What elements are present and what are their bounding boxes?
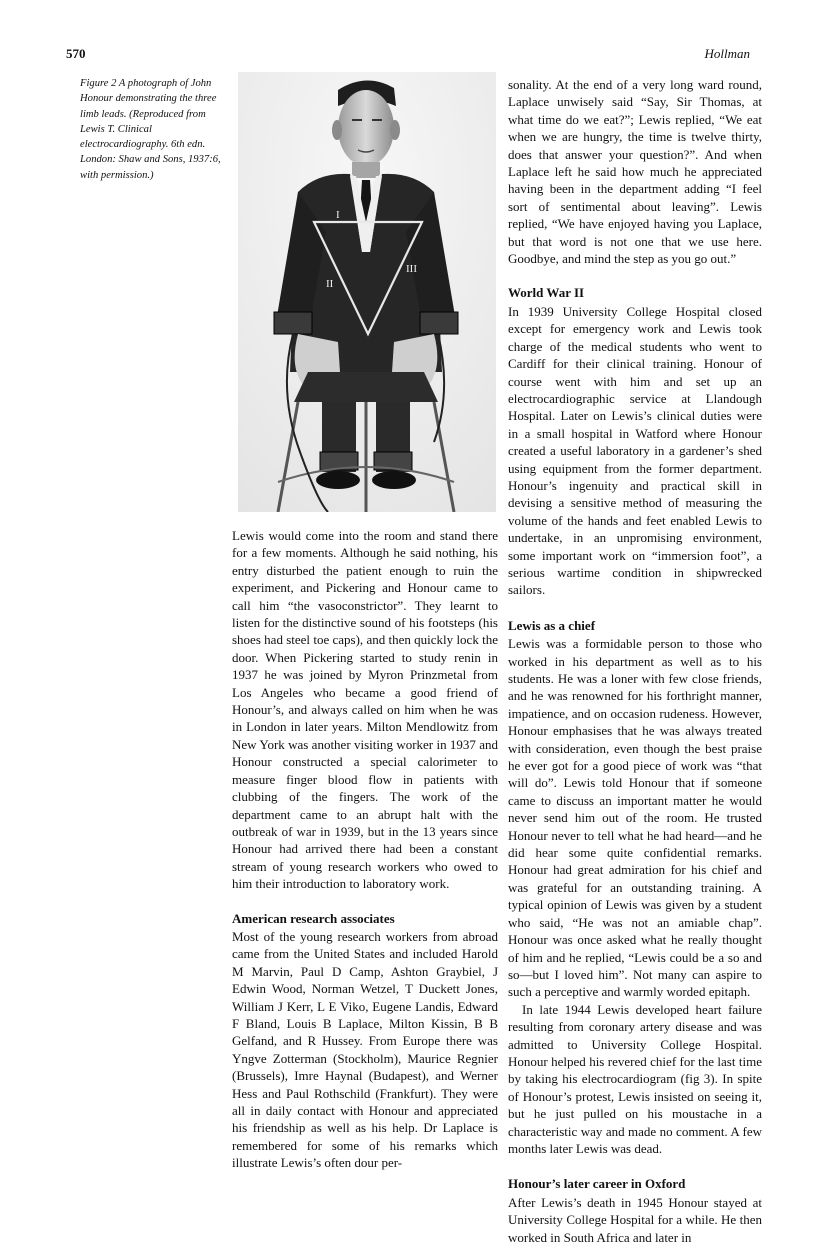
heading-american-research-associates: American research associates	[232, 910, 395, 926]
heading-later-career-oxford: Honour’s later career in Oxford	[508, 1176, 686, 1192]
mid-paragraph-1: Lewis would come into the room and stand there for a few moments. Although he said nothing, his entry disturbed the patient enough to ruin the experiment, and Pickering and Honour came to call him “the vasoconstrictor”. They learnt to listen for the distinctive sound of his footsteps (his shoes had steel toe caps), and then quickly lock the door. When Pickering started to study renin in 1937 he was joined by Myron Prinzmetal from Los Angeles who became a good friend of Honour’s, and always called on him when he was in London in later years. Milton Mendlowitz from New York was another visiting worker in 1937 and Honour constructed a special calorimeter to measure finger blood flow in patients with clubbing of the fingers. The work of the department came to an abrupt halt with the outbreak of war in 1939, but in the 13 years since Honour had arrived there had been a constant stream of young research workers who owed to him their introduction to laboratory work.	[232, 528, 498, 892]
lead-label-2: II	[326, 278, 334, 290]
right-paragraph-2: In 1939 University College Hospital closed except for emergency work and Lewis took charge of the medical students who went to Cardiff for their clinical training. Honour of course went with him and set up an electrocardiographic service at Llandough Hospital. Later on Lewis’s clinical duties were in a small hospital in Watford where Honour created a useful laboratory in a gardener’s shed using equipment from the former department. Honour’s ingenuity and practical skill in devising a sensitive method of measuring the volume of the hands and feet enabled Lewis to undertake, in an unpromising environment, some important work on “immersion foot”, a serious wartime condition in shipwrecked sailors.	[508, 303, 762, 598]
running-head: Hollman	[704, 46, 750, 61]
right-paragraph-1: sonality. At the end of a very long ward round, Laplace unwisely said “Say, Sir Thomas, at what time do we eat?”; Lewis replied, “We eat when we are hungry, the time is twelve thirty, does that answer your question?”. And when Laplace left he said how much he appreciated having been in the department adding “I feel sort of sentimental about leaving”. Lewis replied, “We have enjoyed having you Laplace, but that word is not one that we use here. Goodbye, and mind the step as you go out.”	[508, 77, 762, 267]
mid-paragraph-2: Most of the young research workers from abroad came from the United States and included Harold M Marvin, Paul D Camp, Ashton Graybiel, J Edwin Wood, Norman Wetzel, T Duckett Jones, William J Kerr, L E Viko, Eugene Landis, Edward F Bland, Louis B Laplace, Milton Kissin, B B Gelfand, and R Hussey. From Europe there was Yngve Zotterman (Stockholm), Maurice Regnier (Brussels), Imre Haynal (Budapest), and Werner Hess and Paul Rothschild (Frankfurt). They were all in daily contact with Honour and appreciated his friendship as well as his help. Dr Laplace is remembered for some of his remarks which illustrate Lewis’s often dour per-	[232, 928, 498, 1171]
right-column	[508, 76, 762, 1246]
figure-photo	[238, 72, 496, 512]
figure-caption: Figure 2 A photograph of John Honour demonstrating the three limb leads. (Reproduced from Lewis T. Clinical electrocardiography. 6th edn. London: Shaw and Sons, 1937:6, with permission.)	[80, 78, 221, 181]
right-paragraph-5: After Lewis’s death in 1945 Honour stayed at University College Hospital for a while. He then worked in South Africa and later in	[508, 1194, 762, 1245]
right-paragraph-3: Lewis was a formidable person to those who worked in his department as well as to his students. He was a loner with few close friends, and he was renowned for his forthright manner, impatience, and on occasion rudeness. However, Honour emphasises that he was always treated with consideration, even though the best praise he ever got for a good piece of work was “that will do”. Lewis told Honour that if someone came to discuss an important matter he would never send him out of the room. He trusted Honour never to tell what he had heard—and he did hear some quite confidential remarks. Honour had great admiration for his chief and was grateful for an outstanding training. A typical opinion of Lewis was given by a student who said, “He was not an amiable chap”. Honour was once asked what he really thought of him and he replied, “Lewis could be a so and so—but I loved him”. Not many can aspire to such a perceptive and warmly worded epitaph.	[508, 636, 762, 1000]
heading-lewis-as-a-chief: Lewis as a chief	[508, 617, 596, 633]
right-paragraph-4: In late 1944 Lewis developed heart failure resulting from coronary artery disease and was admitted to University College Hospital. Honour helped his revered chief for the last time by taking his electrocardiogram (fig 3). In spite of Honour’s protest, Lewis insisted on seeing it, but he just pulled on his moustache in a characteristic way and made no comment. A few months later Lewis was dead.	[508, 1001, 762, 1156]
lead-label-1: I	[336, 209, 340, 221]
heading-world-war-ii: World War II	[508, 285, 585, 301]
page-number: 570	[66, 46, 86, 61]
lead-label-3: III	[406, 263, 417, 275]
middle-column	[232, 527, 498, 1172]
